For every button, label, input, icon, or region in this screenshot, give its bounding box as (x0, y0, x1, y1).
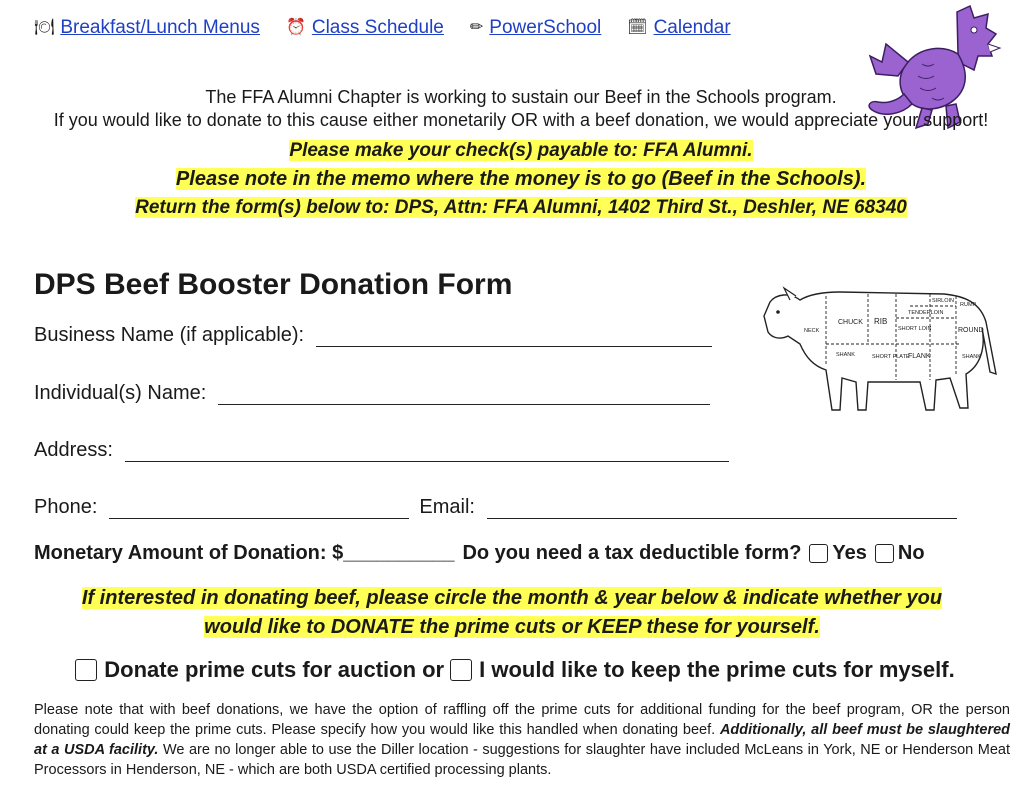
no-checkbox[interactable] (875, 544, 894, 563)
intro-line-2: If you would like to donate to this cause either monetarily OR with a beef donation, we would appreciate your support! (53, 110, 989, 130)
alarm-clock-icon: ⏰ (285, 19, 306, 36)
payable-note-row (0, 140, 1024, 162)
nav-item-schedule[interactable] (286, 17, 444, 39)
individual-name-field[interactable] (218, 384, 710, 405)
phone-label: Phone: (34, 496, 98, 518)
yes-label: Yes (832, 542, 867, 564)
class-schedule-link[interactable]: Class Schedule (311, 17, 444, 38)
pencil-icon: ✏ (469, 19, 484, 36)
memo-note: Please note in the memo where the money is to go (Beef in the Schools). (175, 168, 867, 190)
address-row (34, 439, 729, 462)
cow-label-round: ROUND (958, 327, 984, 334)
business-name-row (34, 324, 712, 347)
donate-prime-cuts-checkbox[interactable] (75, 659, 97, 681)
nav-bar (34, 17, 757, 39)
form-title: DPS Beef Booster Donation Form (34, 268, 513, 301)
cow-label-neck: NECK (804, 328, 820, 334)
individual-name-row (34, 382, 710, 405)
monetary-row (34, 542, 925, 565)
phone-field[interactable] (109, 498, 409, 519)
beef-cuts-cow-image (760, 282, 1000, 422)
cow-label-chuck: CHUCK (838, 319, 863, 326)
cow-label-hind-shank: SHANK (962, 354, 981, 360)
return-note: Return the form(s) below to: DPS, Attn: FFA Alumni, 1402 Third St., Deshler, NE 68340 (135, 197, 907, 218)
address-field[interactable] (125, 441, 729, 462)
footer-part-1: Please note that with beef donations, we have the option of raffling off the prime cuts for additional funding for the beef program, OR the person donating could keep the prime cuts. Please specify how you would like this handled when donating beef. (34, 702, 1010, 738)
calendar-icon: 🗓 (627, 19, 648, 36)
intro-line-1: The FFA Alumni Chapter is working to sustain our Beef in the Schools program. (205, 87, 837, 107)
no-label: No (897, 542, 925, 564)
business-name-label: Business Name (if applicable): (34, 324, 305, 346)
cow-label-fore-shank: SHANK (836, 352, 855, 358)
powerschool-link[interactable]: PowerSchool (489, 17, 602, 38)
keep-prime-cuts-checkbox[interactable] (450, 659, 472, 681)
plate-icon: 🍽 (34, 19, 55, 36)
monetary-amount-label: Monetary Amount of Donation: $__________ (34, 542, 455, 564)
footer-part-2: We are no longer able to use the Diller location - suggestions for slaughter have included McLeans in York, NE or Henderson Meat Processors in Henderson, NE - which are both USDA certified processing plants. (34, 742, 1010, 778)
cow-label-short-loin: SHORT LOIN (898, 326, 932, 332)
donate-prime-cuts-label: Donate prime cuts for auction or (104, 657, 445, 682)
cow-label-rib: RIB (874, 317, 888, 326)
calendar-link[interactable]: Calendar (653, 17, 731, 38)
nav-item-powerschool[interactable] (470, 17, 601, 39)
memo-note-row (0, 168, 1024, 191)
nav-item-calendar[interactable] (627, 17, 730, 39)
cow-label-tenderloin: TENDERLOIN (908, 310, 944, 316)
email-field[interactable] (487, 498, 957, 519)
individual-name-label: Individual(s) Name: (34, 382, 207, 404)
cow-label-rump: RUMP (960, 302, 977, 308)
breakfast-lunch-menus-link[interactable]: Breakfast/Lunch Menus (60, 17, 260, 38)
footer-emphasis: Additionally, all beef must be slaughtered at a USDA facility. (34, 722, 1011, 758)
address-label: Address: (34, 439, 113, 461)
contact-row (34, 496, 957, 519)
business-name-field[interactable] (316, 326, 712, 347)
intro-text (0, 86, 1024, 132)
footer-note (34, 700, 1010, 780)
email-label: Email: (419, 496, 475, 518)
cow-label-short-plate: SHORT PLATE (872, 354, 910, 360)
nav-item-menus[interactable] (34, 17, 260, 39)
beef-donation-note (0, 584, 1024, 642)
keep-prime-cuts-label: I would like to keep the prime cuts for myself. (479, 657, 955, 682)
cow-label-flank: FLANK (908, 353, 931, 360)
prime-cuts-choice-row (0, 657, 1024, 683)
return-note-row (0, 197, 1024, 219)
yes-checkbox[interactable] (809, 544, 828, 563)
tax-question: Do you need a tax deductible form? (462, 542, 802, 564)
beef-note-line-1: If interested in donating beef, please circle the month & year below & indicate whether you (81, 587, 943, 609)
beef-note-line-2: would like to DONATE the prime cuts or KEEP these for yourself. (204, 616, 820, 638)
cow-label-sirloin: SIRLOIN (932, 298, 955, 304)
payable-note: Please make your check(s) payable to: FFA Alumni. (289, 140, 753, 161)
